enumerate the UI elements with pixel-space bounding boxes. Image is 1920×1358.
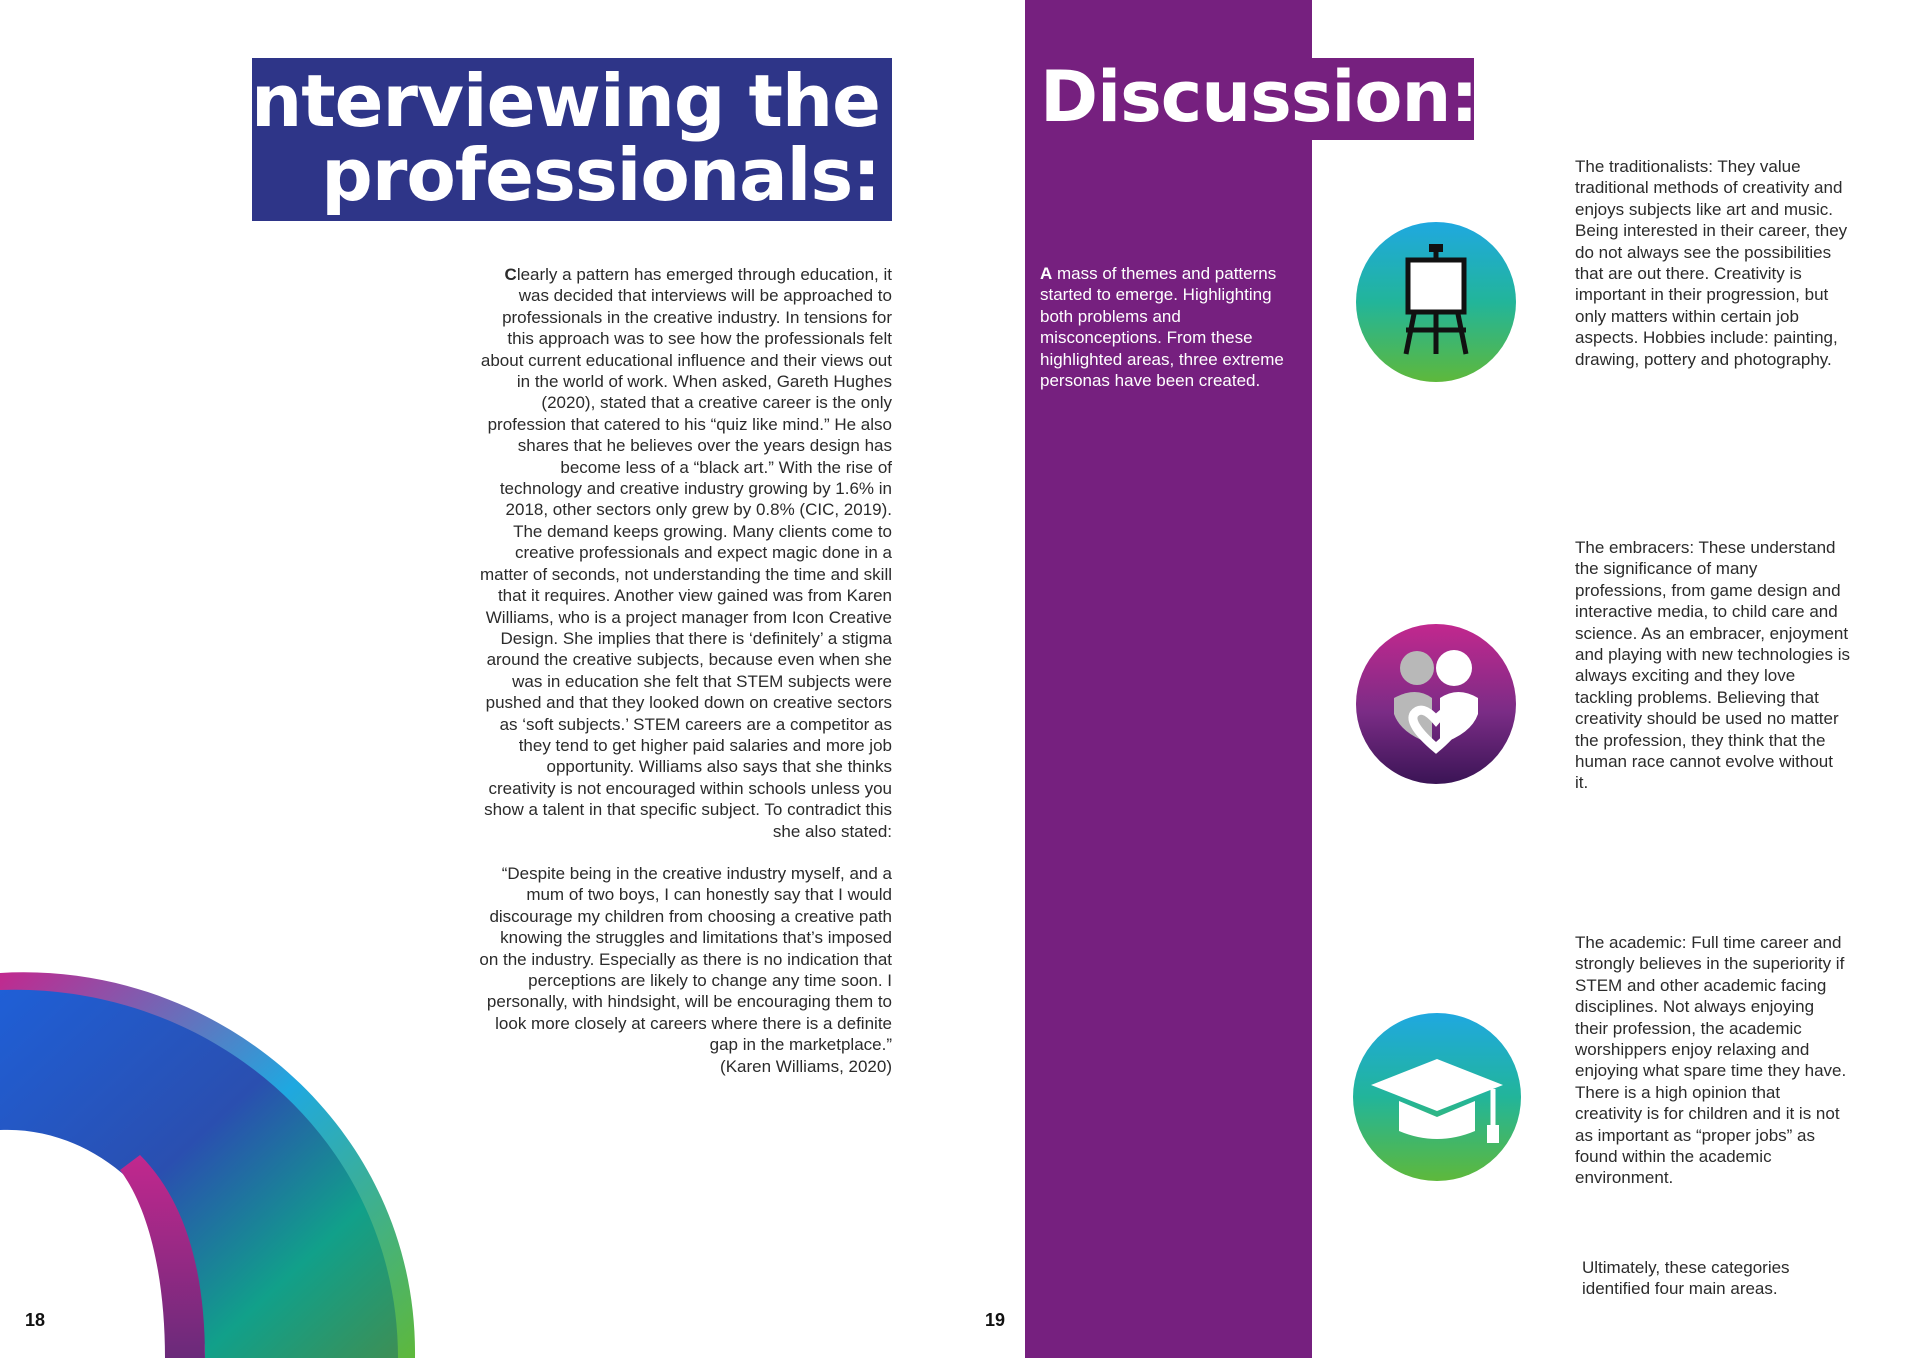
intro-lead-letter: A	[1040, 264, 1053, 283]
graduation-cap-icon	[1353, 1013, 1521, 1181]
discussion-title: Discussion:	[1040, 56, 1478, 138]
easel-icon	[1356, 222, 1516, 382]
quote-citation: (Karen Williams, 2020)	[720, 1056, 892, 1076]
purple-column	[1025, 0, 1312, 1358]
persona-embracers: The embracers: These understand the significance of many professions, from game design and interactive media, to child care and science. As an embracer, enjoyment and playing with new technologies is always exciting and they love tackling problems. Believing that creativity should be used no matter the profession, they think that the human race cannot evolve without it.	[1575, 538, 1851, 793]
page-number-left: 18	[25, 1310, 46, 1330]
persona-traditionalists: The traditionalists: They value traditional methods of creativity and enjoys subjects like art and music. Being interested in their career, they do not always see the possibilities that are out there. Creativity is important in their progression, but only matters within certain job aspects. Hobbies include: painting, drawing, pottery and photography.	[1575, 157, 1848, 369]
page-title	[225, 59, 880, 217]
title-line-1: Interviewing the	[225, 59, 880, 143]
paragraph-text: learly a pattern has emerged through education, it was decided that interviews will be approached to professionals in the creative industry. In tensions for this approach was to see how the professionals felt about current educational influence and their views out in the world of work. When asked, Gareth Hughes (2020), stated that a creative career is the only profession that catered to his “quiz like mind.” He also shares that he believes over the years design has become less of a “black art.” With the rise of technology and creative industry growing by 1.6% in 2018, other sectors only grew by 0.8% (CIC, 2019). The demand keeps growing. Many clients come to creative professionals and expect magic done in a matter of seconds, not understanding the time and skill that it requires. Another view gained was from Karen Williams, who is a project manager from Icon Creative Design. She implies that there is ‘definitely’ a stigma around the creative subjects, because even when she was in education she felt that STEM subjects were pushed and that they looked down on creative sectors as ‘soft subjects.’ STEM careers are a competitor as they tend to get higher paid salaries and more job opportunity. Williams also says that she thinks creativity is not encouraged within schools unless you show a talent in that specific subject. To contradict this she also stated:	[479, 265, 892, 841]
paragraph-intro	[478, 264, 892, 842]
article-body	[478, 264, 892, 1077]
decorative-ring	[0, 900, 420, 1358]
quote-text: “Despite being in the creative industry myself, and a mum of two boys, I can honestly say that I would discourage my children from choosing a creative path knowing the struggles and limitations that’s imposed on the industry. Especially as there is no indication that perceptions are likely to change any time soon. I personally, with hindsight, will be encouraging them to look more closely at careers where there is a definite gap in the marketplace.”	[479, 863, 892, 1055]
closing-statement: Ultimately, these categories identified four main areas.	[1582, 1258, 1790, 1299]
intro-text: mass of themes and patterns started to emerge. Highlighting both problems and misconceptions. From these highlighted areas, three extreme personas have been created.	[1040, 264, 1284, 391]
persona-academic: The academic: Full time career and strongly believes in the superiority if STEM and other academic facing disciplines. Not always enjoying their profession, the academic worshippers enjoy relaxing and enjoying what spare time they have. There is a high opinion that creativity is for children and it is not as important as “proper jobs” as found within the academic environment.	[1575, 933, 1847, 1188]
people-heart-icon	[1356, 624, 1516, 784]
discussion-intro	[1040, 263, 1302, 391]
title-line-2: professionals:	[321, 133, 880, 217]
page-number-right: 19	[985, 1310, 1006, 1330]
block-quote	[478, 863, 892, 1077]
drop-cap: C	[504, 265, 517, 284]
